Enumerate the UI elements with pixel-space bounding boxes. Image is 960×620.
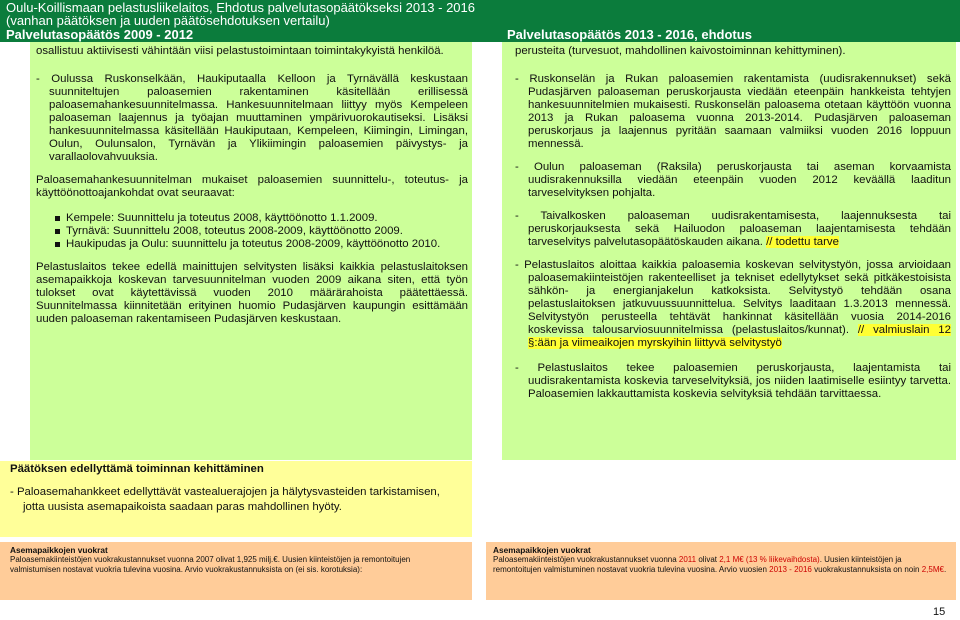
- highlight-note: // todettu tarve: [766, 236, 839, 248]
- left-paragraph-1: osallistuu aktiivisesti vähintään viisi pelastustoimintaan toimintakykyistä henkilöä.: [36, 45, 444, 57]
- header-subtitle: (vanhan päätöksen ja uuden päätösehdotuksen vertailu): [6, 13, 330, 28]
- rent-text-part: olivat: [696, 555, 720, 564]
- page-number: 15: [933, 606, 946, 618]
- decision-title: Päätöksen edellyttämä toiminnan kehittäminen: [10, 463, 264, 475]
- right-paragraph-6: - Pelastuslaitos tekee paloasemien peruskorjausta, laajentamista tai uudisrakentamista koskevia tarveselvityksiä, jos niiden laatimiselle esiintyy tarvetta. Paloasemien lakkauttamista koskevia selvityksiä tehdään tarvittaessa.: [515, 362, 951, 400]
- right-paragraph-3: - Oulun paloaseman (Raksila) peruskorjausta tai aseman korvaamista uudisrakennuksilla viedään eteenpäin vuoden 2012 keväällä laaditun tarveselvityksen pohjalta.: [515, 161, 951, 199]
- rent-estimate: 2,5M€: [921, 565, 944, 574]
- rent-text-part: . Uusien kiinteistöjen ja remontoitujen valmistuminen nostavat vuokria tulevina vuosina. Arvio vuosien: [493, 555, 902, 574]
- rent-years-range: 2013 - 2016: [769, 565, 812, 574]
- right-column-title: Palvelutasopäätös 2013 - 2016, ehdotus: [507, 27, 752, 42]
- right-paragraph-4: [515, 210, 951, 249]
- document-header: [0, 0, 960, 42]
- left-column-title: Palvelutasopäätös 2009 - 2012: [6, 27, 194, 42]
- rent-impact-title: Asemapaikkojen vuokrat: [10, 545, 108, 555]
- left-paragraph-2: - Oulussa Ruskonselkään, Haukiputaalla Kelloon ja Tyrnävällä keskustaan suunniteltujen paloasemien rakentaminen käsitellään erillisessä paloasemahankesuunnitelmassa. Hankesuunnitelmaan liittyy myös Kempeleen paloaseman laajennus ja työajan muuttaminen ympärivuorokautiseksi. Lisäksi hankesuunnitelmassa käsitellään Haukiputaan, Kempeleen, Kiimingin, Limingan, Oulun, Oulunsalon, Tyrnävän ja Ylikiimingin paloasemien päivystys- ja varallaolovahvuuksia.: [36, 73, 468, 163]
- rent-impact-title: Asemapaikkojen vuokrat: [493, 545, 591, 555]
- rent-text-part: .: [943, 565, 947, 574]
- rent-year: 2011: [678, 555, 697, 564]
- rent-impact-text: [493, 555, 948, 575]
- rent-impact-right: [493, 545, 948, 575]
- right-paragraph-4-text: - Taivalkosken paloaseman uudisrakentamisesta, laajennuksesta tai peruskorjauksesta sekä Hailuodon paloaseman laajentamisesta tehdään tarveselvitys palvelutasopäätöskauden aikana.: [515, 210, 951, 248]
- left-paragraph-3: Paloasemahankesuunnitelman mukaiset paloasemien suunnittelu-, toteutus- ja käyttöönottoajankohdat ovat seuraavat:: [36, 174, 468, 199]
- schedule-list: [36, 212, 468, 251]
- header-title: Oulu-Koillismaan pelastusliikelaitos, Ehdotus palvelutasopäätökseksi 2013 - 2016: [6, 0, 475, 15]
- rent-impact-left: [10, 545, 460, 575]
- left-paragraph-4: Pelastuslaitos tekee edellä mainittujen selvitysten lisäksi kaikkia pelastuslaitoksen asemapaikkoja koskevan tarvesuunnitelman vuoden 2009 aikana siten, että työn tulokset ovat käytettävissä vuoden 2010 määrärahoista päätettäessä. Suunnitelmassa kiinnitetään erityinen huomio Pudasjärven kaupungin esittämään uuden paloaseman rakentamiseen Pudasjärven keskustaan.: [36, 261, 468, 325]
- decision-text: - Paloasemahankkeet edellyttävät vastealuerajojen ja hälytysvasteiden tarkistamisen, jotta uusista asemapaikoista saadaan paras mahdollinen hyöty.: [10, 486, 440, 513]
- schedule-item: Tyrnävä: Suunnittelu 2008, toteutus 2008-2009, käyttöönotto 2009.: [36, 225, 468, 238]
- right-paragraph-5: [515, 259, 951, 350]
- rent-amount: 2,1 M€ (13 % liikevaihdosta): [719, 555, 820, 564]
- left-column-text: [36, 45, 468, 326]
- right-paragraph-2: - Ruskonselän ja Rukan paloasemien rakentamista (uudisrakennukset) sekä Pudasjärven paloaseman peruskorjausta viedään eteenpäin hankkeista tehtyjen hankesuunnitelmien mukaisesti. Ruskonselän paloasema otetaan käyttöön vuonna 2013 ja Rukan paloasema vuonna 2013-2014. Pudasjärven paloaseman peruskorjaus ja laajennus pyritään saamaan valmiiksi vuoden 2016 loppuun mennessä.: [515, 73, 951, 150]
- right-column-text: [515, 45, 951, 401]
- rent-impact-text: Paloasemakiinteistöjen vuokrakustannukset vuonna 2007 olivat 1,925 milj.€. Uusien kiinteistöjen ja remontoitujen valmistumisen nostavat vuokria tulevina vuosina. Arvio vuokrakustannuksista on (ei sis. korotuksia):: [10, 555, 411, 574]
- rent-text-part: vuokrakustannuksista on noin: [811, 565, 922, 574]
- rent-text-part: Paloasemakiinteistöjen vuokrakustannukset vuonna: [493, 555, 679, 564]
- schedule-item: Kempele: Suunnittelu ja toteutus 2008, käyttöönotto 1.1.2009.: [36, 212, 468, 225]
- right-paragraph-5-text: - Pelastuslaitos aloittaa kaikkia paloasemia koskevan selvitystyön, jossa arvioidaan paloasemakiinteistöjen rakenteelliset ja tekniset edellytykset sekä pitkäkestoisista sähkön- ja energianjakelun katkoksista. Selvitystyö tehdään osana pelastuslaitoksen jatkuvuussuunnittelua. Selvitys laaditaan 1.3.2013 mennessä. Selvitystyön perusteella tehtävät hankinnat käsitellään vuosia 2014-2016 koskevissa talousarviosuunnitelmissa (pelastuslaitos/kunnat).: [515, 259, 951, 336]
- right-paragraph-1: perusteita (turvesuot, mahdollinen kaivostoiminnan kehittyminen).: [515, 45, 846, 57]
- schedule-item: Haukipudas ja Oulu: suunnittelu ja toteutus 2008-2009, käyttöönotto 2010.: [36, 238, 468, 251]
- highlight-note: // valmiuslain 12 §:ään ja viimeaikojen myrskyihin liittyvä selvitystyö: [528, 324, 951, 349]
